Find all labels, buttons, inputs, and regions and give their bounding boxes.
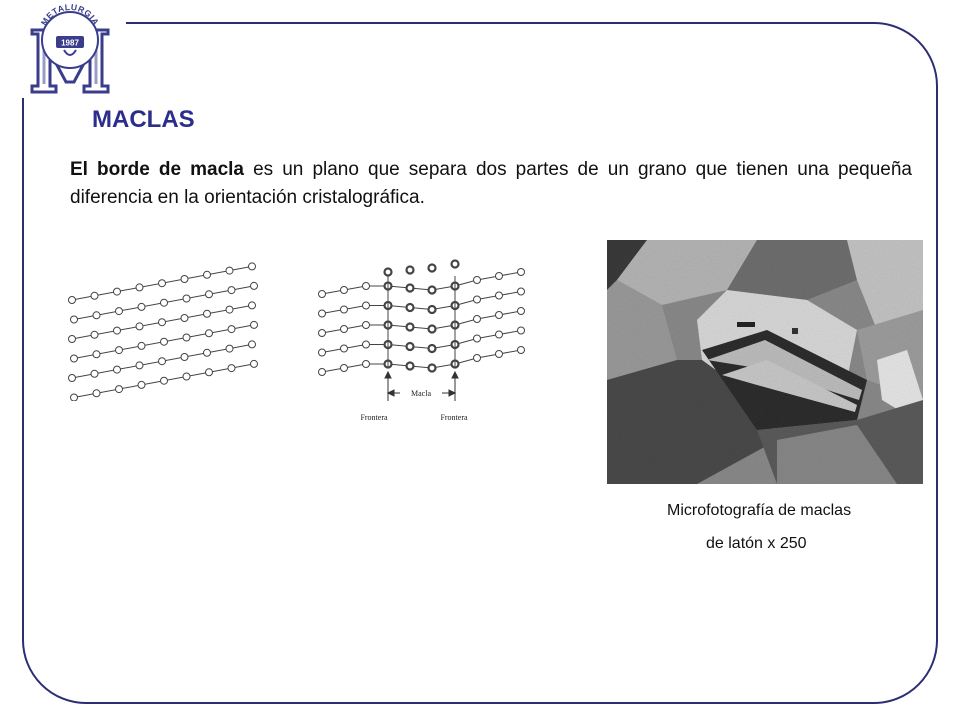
atom-rows bbox=[69, 263, 258, 401]
definition-paragraph bbox=[70, 156, 912, 212]
atom bbox=[114, 366, 121, 373]
atom bbox=[407, 285, 414, 292]
atom bbox=[91, 331, 98, 338]
logo-year: 1987 bbox=[61, 38, 79, 48]
atom bbox=[226, 306, 233, 313]
atom bbox=[407, 324, 414, 331]
atom bbox=[429, 287, 436, 294]
atom bbox=[474, 355, 481, 362]
atom bbox=[161, 377, 168, 384]
atom bbox=[228, 287, 235, 294]
atom bbox=[206, 330, 213, 337]
atom bbox=[429, 265, 436, 272]
atom bbox=[183, 295, 190, 302]
atom bbox=[183, 373, 190, 380]
atom bbox=[452, 261, 459, 268]
atom bbox=[496, 312, 503, 319]
atom bbox=[69, 297, 76, 304]
atom bbox=[136, 284, 143, 291]
atom bbox=[91, 370, 98, 377]
metalurgia-logo bbox=[14, 0, 126, 98]
logo-arc-text: METALURGIA bbox=[38, 1, 102, 28]
atom bbox=[183, 334, 190, 341]
micrograph-caption-line2: de latón x 250 bbox=[706, 535, 807, 552]
atom bbox=[116, 347, 123, 354]
atom bbox=[407, 363, 414, 370]
atom bbox=[341, 287, 348, 294]
atom bbox=[159, 358, 166, 365]
atom bbox=[249, 263, 256, 270]
atom bbox=[138, 381, 145, 388]
atom bbox=[341, 345, 348, 352]
atom bbox=[116, 386, 123, 393]
atom bbox=[429, 306, 436, 313]
atom bbox=[496, 331, 503, 338]
definition-text: es un plano que separa dos partes de un grano que tienen una pequeña diferencia en la orientación cristalográfica. bbox=[70, 159, 912, 208]
atom bbox=[518, 347, 525, 354]
atom bbox=[341, 306, 348, 313]
atom bbox=[474, 277, 481, 284]
atom bbox=[93, 351, 100, 358]
twin-lattice-diagram bbox=[312, 256, 532, 426]
atom bbox=[407, 304, 414, 311]
atom bbox=[407, 343, 414, 350]
atom bbox=[251, 282, 258, 289]
bold-term: El borde de macla bbox=[70, 159, 245, 180]
atom bbox=[319, 310, 326, 317]
atom bbox=[429, 345, 436, 352]
atom bbox=[204, 310, 211, 317]
atom bbox=[319, 369, 326, 376]
atom bbox=[138, 342, 145, 349]
frontera-right-label: Frontera bbox=[440, 413, 468, 422]
atom bbox=[181, 276, 188, 283]
atom bbox=[385, 269, 392, 276]
atom bbox=[71, 394, 78, 401]
atom bbox=[518, 327, 525, 334]
atom bbox=[228, 365, 235, 372]
macla-label: Macla bbox=[411, 389, 431, 398]
atom bbox=[69, 375, 76, 382]
atom bbox=[226, 345, 233, 352]
atom bbox=[251, 360, 258, 367]
atom bbox=[496, 292, 503, 299]
atom bbox=[363, 341, 370, 348]
atom bbox=[341, 326, 348, 333]
atom bbox=[93, 312, 100, 319]
atom bbox=[116, 308, 123, 315]
atom bbox=[319, 291, 326, 298]
atom bbox=[518, 288, 525, 295]
frontera-left-label: Frontera bbox=[360, 413, 388, 422]
slide-title: MACLAS bbox=[92, 106, 195, 133]
atom bbox=[518, 308, 525, 315]
atom bbox=[429, 326, 436, 333]
atom bbox=[136, 323, 143, 330]
atom bbox=[319, 349, 326, 356]
atom bbox=[136, 362, 143, 369]
atom bbox=[249, 341, 256, 348]
atom bbox=[206, 291, 213, 298]
atom bbox=[407, 267, 414, 274]
atom bbox=[429, 365, 436, 372]
atom bbox=[181, 315, 188, 322]
atom bbox=[496, 273, 503, 280]
atom bbox=[91, 292, 98, 299]
atom bbox=[161, 299, 168, 306]
atom bbox=[319, 330, 326, 337]
atom bbox=[71, 316, 78, 323]
atom bbox=[363, 322, 370, 329]
atom bbox=[226, 267, 233, 274]
atom bbox=[71, 355, 78, 362]
atom bbox=[474, 335, 481, 342]
atom bbox=[206, 369, 213, 376]
atom bbox=[204, 271, 211, 278]
atom bbox=[181, 354, 188, 361]
atom bbox=[474, 316, 481, 323]
micrograph-caption-line1: Microfotografía de maclas bbox=[667, 502, 852, 519]
atom bbox=[496, 351, 503, 358]
atom bbox=[251, 321, 258, 328]
atom bbox=[363, 283, 370, 290]
atom bbox=[518, 269, 525, 276]
atom bbox=[138, 303, 145, 310]
atom bbox=[363, 302, 370, 309]
atom bbox=[159, 280, 166, 287]
atom bbox=[204, 349, 211, 356]
atom bbox=[161, 338, 168, 345]
atom bbox=[159, 319, 166, 326]
atom bbox=[249, 302, 256, 309]
atom bbox=[228, 326, 235, 333]
atom bbox=[93, 390, 100, 397]
atom bbox=[474, 296, 481, 303]
brass-twin-micrograph bbox=[607, 240, 923, 484]
atom bbox=[114, 288, 121, 295]
atom bbox=[69, 336, 76, 343]
atom bbox=[363, 361, 370, 368]
atom bbox=[114, 327, 121, 334]
atom bbox=[341, 365, 348, 372]
perfect-lattice-diagram bbox=[62, 256, 287, 401]
